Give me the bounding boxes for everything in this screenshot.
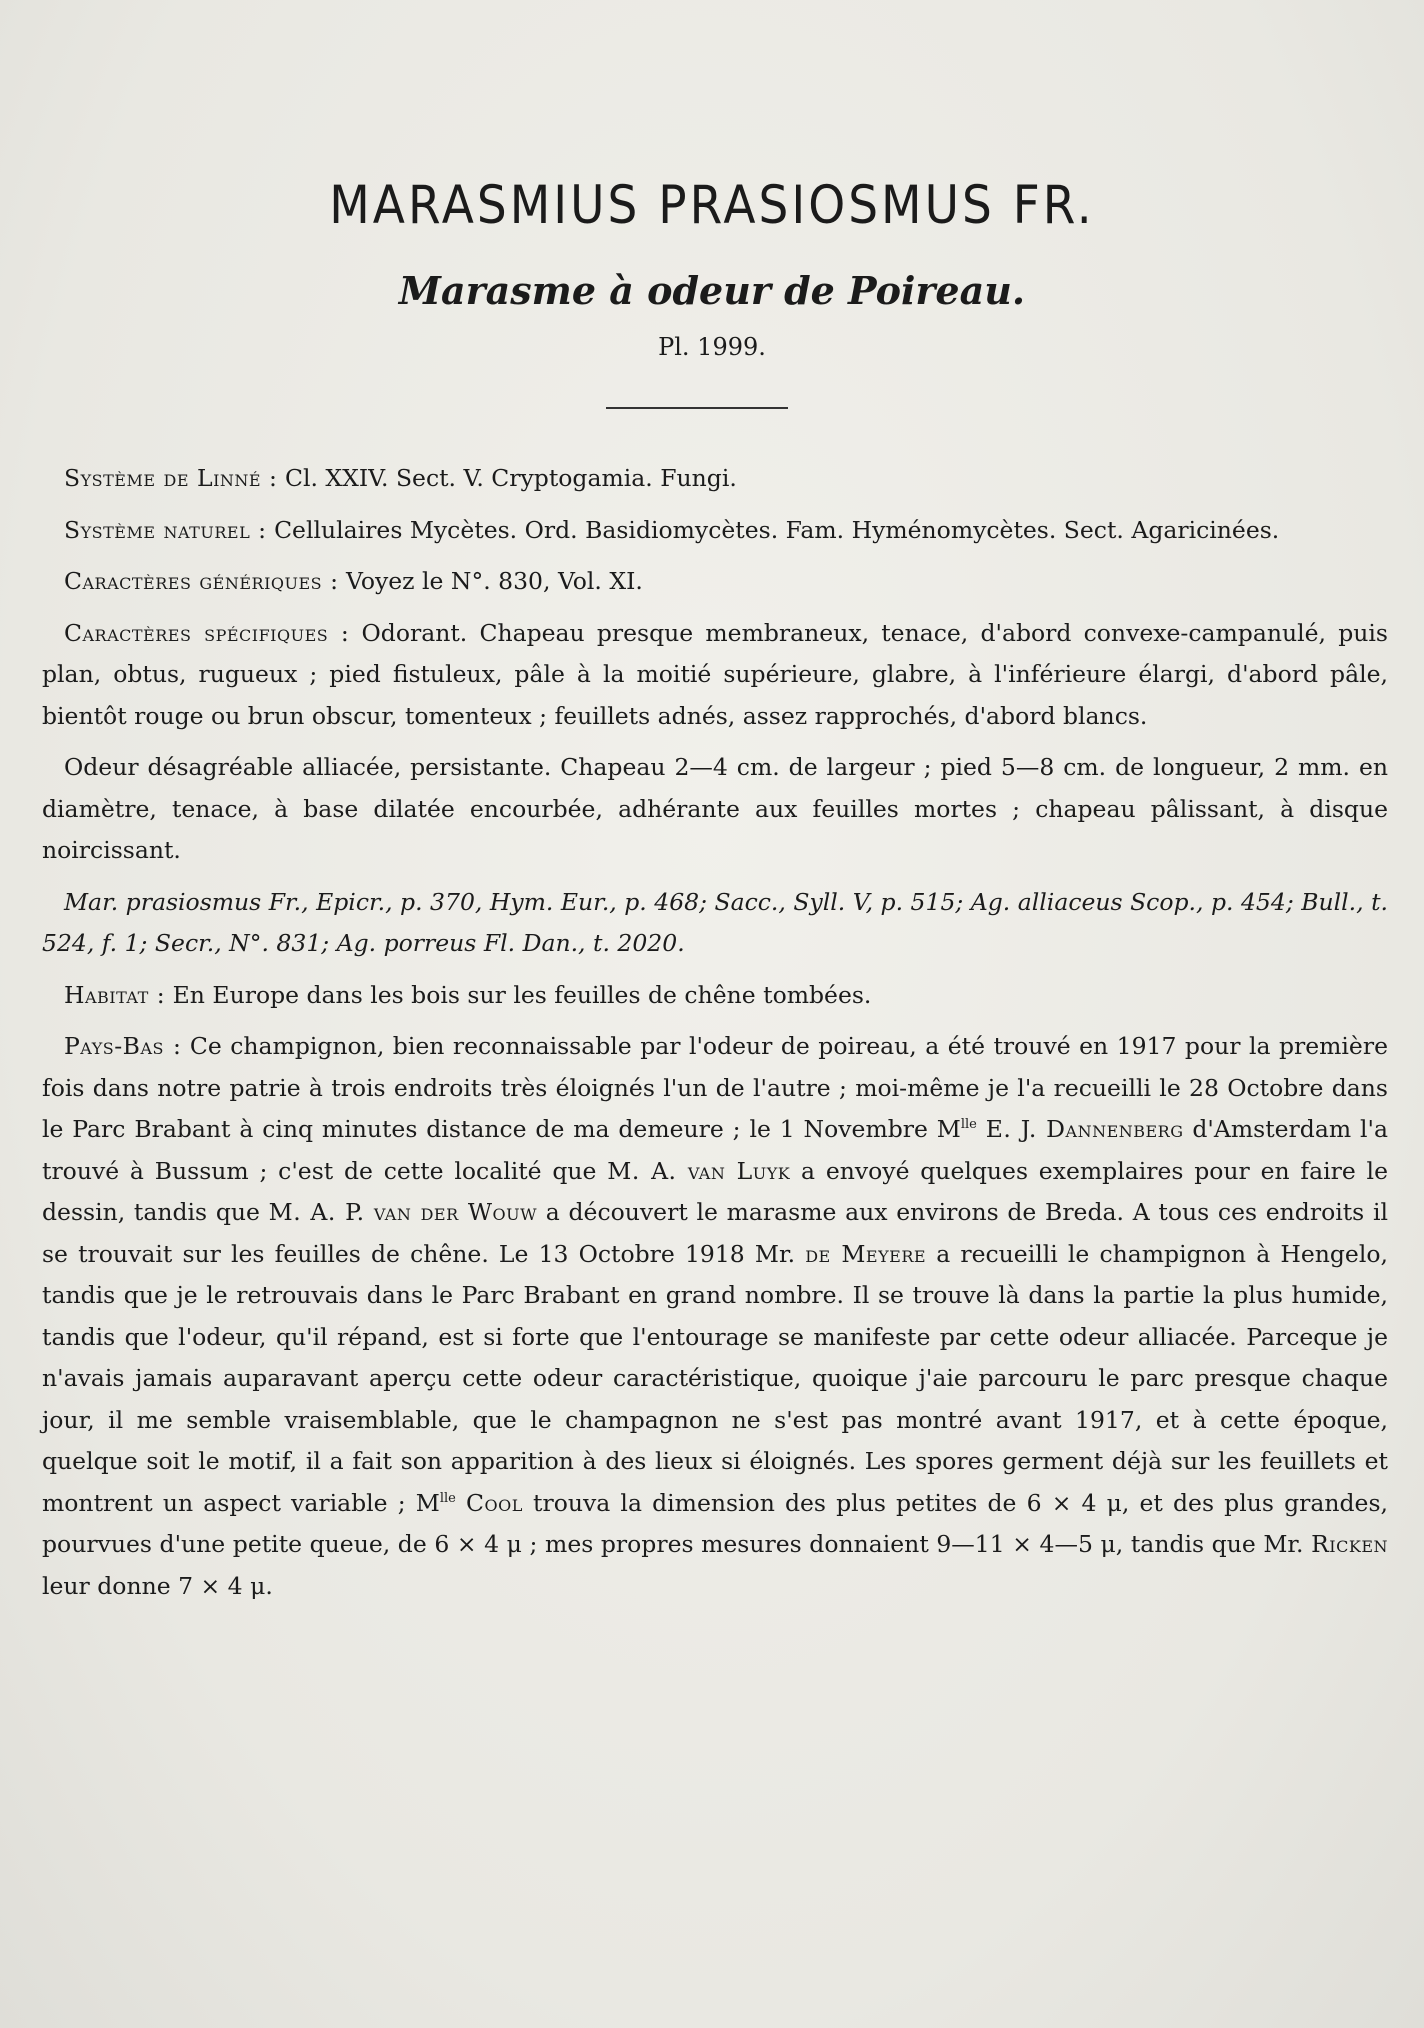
- text-paysbas-6: trouva la dimension des plus petites de 6 × 4 μ, et des plus grandes, pourvues d'une petite queue, de 6 × 4 μ ; mes propres mesures donnaient 9—11 × 4—5 μ, tandis que Mr.: [42, 1488, 1388, 1558]
- mlle-2: $M^{lle}$: [415, 1488, 456, 1517]
- text-odeur: Odeur désagréable alliacée, persistante. Chapeau 2—4 cm. de largeur ; pied 5—8 cm. de longueur, 2 mm. en diamètre, tenace, à base dilatée encourbée, adhérante aux feuilles mortes ; chapeau pâlissant, à disque noircissant.: [42, 753, 1388, 864]
- label-linne: Système de Linné :: [64, 464, 278, 492]
- text-paysbas-5: a recueilli le champignon à Hengelo, tandis que je le retrouvais dans le Parc Brabant en grand nombre. Il se trouve là dans la partie la plus humide, tandis que l'odeur, qu'il répand, est si forte que l'entourage se manifeste par cette odeur alliacée. Parceque je n'avais jamais auparavant aperçu cette odeur caractéristique, quoique j'aie parcouru le parc presque chaque jour, il me semble vraisemblable, que le champagnon ne s'est pas montré avant 1917, et à cette époque, quelque soit le motif, il a fait son apparition à des lieux si éloignés. Les spores germent déjà sur les feuillets et montrent un aspect variable ;: [42, 1239, 1388, 1517]
- text-paysbas-2: d'Amsterdam l'a trouvé à Bussum ; c'est de cette localité que: [42, 1115, 1388, 1185]
- paragraph-linne: [42, 458, 1388, 500]
- text-specifiques: Odorant. Chapeau presque membraneux, tenace, d'abord convexe-campanulé, puis plan, obtus, rugueux ; pied fistuleux, pâle à la moitié supérieure, glabre, à l'inférieure élargi, d'abord pâle, bientôt rouge ou brun obscur, tomenteux ; feuillets adnés, assez rapprochés, d'abord blancs.: [42, 618, 1388, 730]
- label-generiques: Caractères génériques :: [64, 567, 339, 595]
- paragraph-naturel: [42, 510, 1388, 552]
- name-ricken: Ricken: [1311, 1530, 1388, 1558]
- paragraph-habitat: [42, 975, 1388, 1017]
- text-paysbas-4: a découvert le marasme aux environs de Breda. A tous ces endroits il se trouvait sur les feuilles de chêne. Le 13 Octobre 1918 Mr.: [42, 1198, 1388, 1268]
- text-paysbas-1: Ce champignon, bien reconnaissable par l'odeur de poireau, a été trouvé en 1917 pour la première fois dans notre patrie à trois endroits très éloignés l'un de l'autre ; moi-même je l'a recueilli le 28 Octobre dans le Parc Brabant à cinq minutes distance de ma demeure ; le 1 Novembre: [42, 1032, 1388, 1143]
- paragraph-synonymy: [42, 882, 1388, 965]
- text-paysbas-7: leur donne 7 × 4 μ.: [42, 1571, 273, 1600]
- name-vanderwouw: M. A. P. van der Wouw: [268, 1198, 538, 1226]
- description-body: [42, 458, 1388, 1617]
- paragraph-paysbas: [42, 1026, 1388, 1607]
- label-habitat: Habitat :: [64, 980, 166, 1009]
- text-linne: Cl. XXIV. Sect. V. Cryptogamia. Fungi.: [284, 464, 737, 492]
- text-synonymy: Mar. prasiosmus Fr., Epicr., p. 370, Hym. Eur., p. 468; Sacc., Syll. V, p. 515; Ag. alliaceus Scop., p. 454; Bull., t. 524, f. 1; Secr., N°. 831; Ag. porreus Fl. Dan., t. 2020.: [42, 887, 1388, 957]
- text-habitat: En Europe dans les bois sur les feuilles de chêne tombées.: [172, 980, 872, 1009]
- name-demeyere: de Meyere: [805, 1239, 927, 1268]
- text-generiques: Voyez le N°. 830, Vol. XI.: [346, 567, 643, 595]
- species-title: MARASMIUS PRASIOSMUS FR.: [329, 174, 1095, 237]
- paragraph-odeur: [42, 747, 1388, 872]
- common-name: Marasme à odeur de Poireau.: [398, 268, 1026, 313]
- name-dannenberg: E. J. Dannenberg: [985, 1115, 1184, 1143]
- name-cool: Cool: [466, 1488, 523, 1517]
- paragraph-generiques: [42, 561, 1388, 603]
- label-paysbas: Pays-Bas :: [64, 1032, 182, 1060]
- text-paysbas-3: a envoyé quelques exemplaires pour en faire le dessin, tandis que: [42, 1156, 1388, 1226]
- paragraph-specifiques: [42, 613, 1388, 738]
- label-naturel: Système naturel :: [64, 515, 267, 544]
- label-specifiques: Caractères spécifiques :: [64, 618, 350, 647]
- plate-number: Pl. 1999.: [658, 333, 766, 361]
- divider: [606, 407, 788, 409]
- text-naturel: Cellulaires Mycètes. Ord. Basidiomycètes. Fam. Hyménomycètes. Sect. Agaricinées.: [274, 515, 1280, 544]
- mlle-1: $M^{lle}$: [936, 1115, 977, 1143]
- name-vanluyk: M. A. van Luyk: [607, 1156, 791, 1185]
